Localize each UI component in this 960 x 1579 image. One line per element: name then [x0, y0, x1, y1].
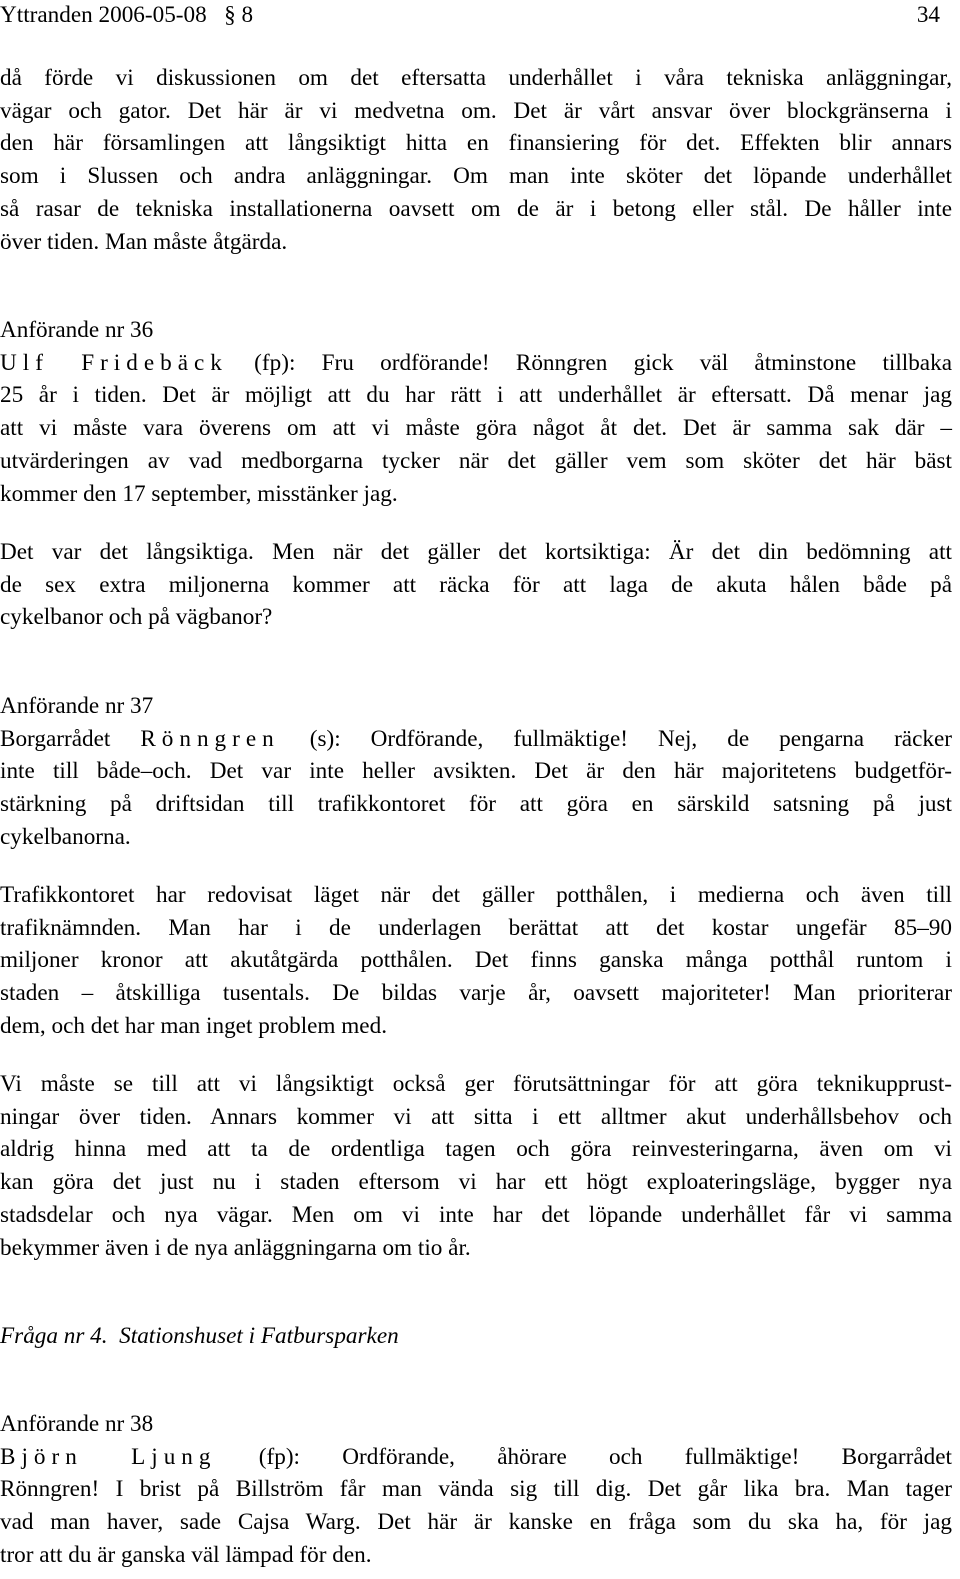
text-line: aldrig hinna med att ta de ordentliga tagen och göra reinvesteringarna, även om vi — [0, 1136, 952, 1163]
text-line: trafiknämnden. Man har i de underlagen berättat att det kostar ungefär 85–90 — [0, 914, 952, 941]
speech-heading: Anförande nr 37 — [0, 693, 154, 719]
text-line: dem, och det har man inget problem med. — [0, 1012, 387, 1039]
speaker-name: Rönngren — [140, 725, 280, 752]
question-label: Fråga nr 4. — [0, 1323, 108, 1349]
text-line: den här församlingen att långsiktigt hitta en finansiering för det. Effekten blir annars — [0, 130, 952, 157]
text-line: så rasar de tekniska installationerna oavsett om de är i betong eller stål. De håller inte — [0, 195, 952, 222]
speaker-line — [0, 723, 952, 756]
text-line: som i Slussen och andra anläggningar. Om man inte sköter det löpande underhållet — [0, 163, 952, 190]
text-line: ningar över tiden. Annars kommer vi att sitta i ett alltmer akut underhållsbehov och — [0, 1103, 952, 1130]
text-line: Rönngren! I brist på Billström får man vända sig till dig. Det går lika bra. Man tager — [0, 1476, 952, 1503]
text-line: kommer den 17 september, misstänker jag. — [0, 480, 398, 507]
header-title: Yttranden 2006-05-08 § 8 — [0, 2, 254, 28]
text-line: cykelbanorna. — [0, 823, 131, 850]
speaker-name: Ulf Fridebäck — [0, 349, 228, 376]
speech-38 — [0, 1408, 952, 1572]
text-line: då förde vi diskussionen om det eftersatta underhållet i våra tekniska anläggningar, — [0, 65, 952, 91]
page-number: 34 — [916, 2, 940, 28]
question-heading — [0, 1320, 952, 1353]
page-header — [0, 0, 952, 30]
text-line: inte till både–och. Det var inte heller avsikten. Det är den här majoritetens budgetför- — [0, 758, 952, 785]
speech-heading: Anförande nr 38 — [0, 1411, 154, 1437]
text-line: miljoner kronor att akutåtgärda potthålen. Det finns ganska många potthål runtom i — [0, 947, 952, 974]
speaker-lead: (fp): Fru ordförande! Rönngren gick väl åtminstone tillbaka — [227, 349, 952, 376]
text-line: att vi måste vara överens om att vi måste göra något åt det. Det är samma sak där – — [0, 415, 952, 442]
text-line: Det var det långsiktiga. Men när det gäller det kortsiktiga: Är det din bedömning att — [0, 539, 952, 565]
text-line: utvärderingen av vad medborgarna tycker när det gäller vem som sköter det här bäst — [0, 447, 952, 474]
text-line: bekymmer även i de nya anläggningarna om tio år. — [0, 1234, 471, 1261]
text-line: tror att du är ganska väl lämpad för den. — [0, 1541, 372, 1568]
text-line: över tiden. Man måste åtgärda. — [0, 228, 288, 255]
text-line: vad man haver, sade Cajsa Warg. Det här är kanske en fråga som du ska ha, för jag — [0, 1509, 952, 1536]
text-line: vägar och gator. Det här är vi medvetna om. Det är vårt ansvar över blockgränserna i — [0, 97, 952, 124]
text-line: stärkning på driftsidan till trafikkontoret för att göra en särskild satsning på just — [0, 791, 952, 818]
speech-37 — [0, 690, 952, 854]
text-line: staden – åtskilliga tusentals. De bildas varje år, oavsett majoriteter! Man prioriterar — [0, 980, 952, 1007]
speaker-line — [0, 1441, 952, 1474]
text-line: cykelbanor och på vägbanor? — [0, 604, 273, 631]
speaker-title: Borgarrådet — [0, 725, 141, 752]
text-line: kan göra det just nu i staden eftersom vi har ett högt exploateringsläge, bygger nya — [0, 1169, 952, 1196]
speech-36 — [0, 314, 952, 510]
intro-paragraph — [0, 62, 952, 258]
speech-37-paragraph-2 — [0, 879, 952, 1043]
speech-37-paragraph-3 — [0, 1068, 952, 1264]
text-line: de sex extra miljonerna kommer att räcka för att laga de akuta hålen både på — [0, 571, 952, 598]
text-line: stadsdelar och nya vägar. Men om vi inte har det löpande underhållet får vi samma — [0, 1201, 952, 1228]
speaker-lead: (s): Ordförande, fullmäktige! Nej, de pengarna räcker — [279, 725, 952, 752]
question-title: Stationshuset i Fatbursparken — [119, 1323, 399, 1349]
text-line: Trafikkontoret har redovisat läget när det gäller potthålen, i medierna och även till — [0, 882, 952, 908]
speaker-lead: (fp): Ordförande, åhörare och fullmäktige! Borgarrådet — [216, 1443, 952, 1470]
speech-heading: Anförande nr 36 — [0, 317, 154, 343]
question-line — [0, 1320, 952, 1353]
text-line: Vi måste se till att vi långsiktigt också ger förutsättningar för att göra teknikupprust- — [0, 1071, 952, 1097]
speaker-name: Björn Ljung — [0, 1443, 217, 1470]
speech-36-paragraph-2 — [0, 536, 952, 634]
text-line: 25 år i tiden. Det är möjligt att du har rätt i att underhållet är eftersatt. Då menar jag — [0, 382, 952, 409]
speaker-line — [0, 347, 952, 380]
